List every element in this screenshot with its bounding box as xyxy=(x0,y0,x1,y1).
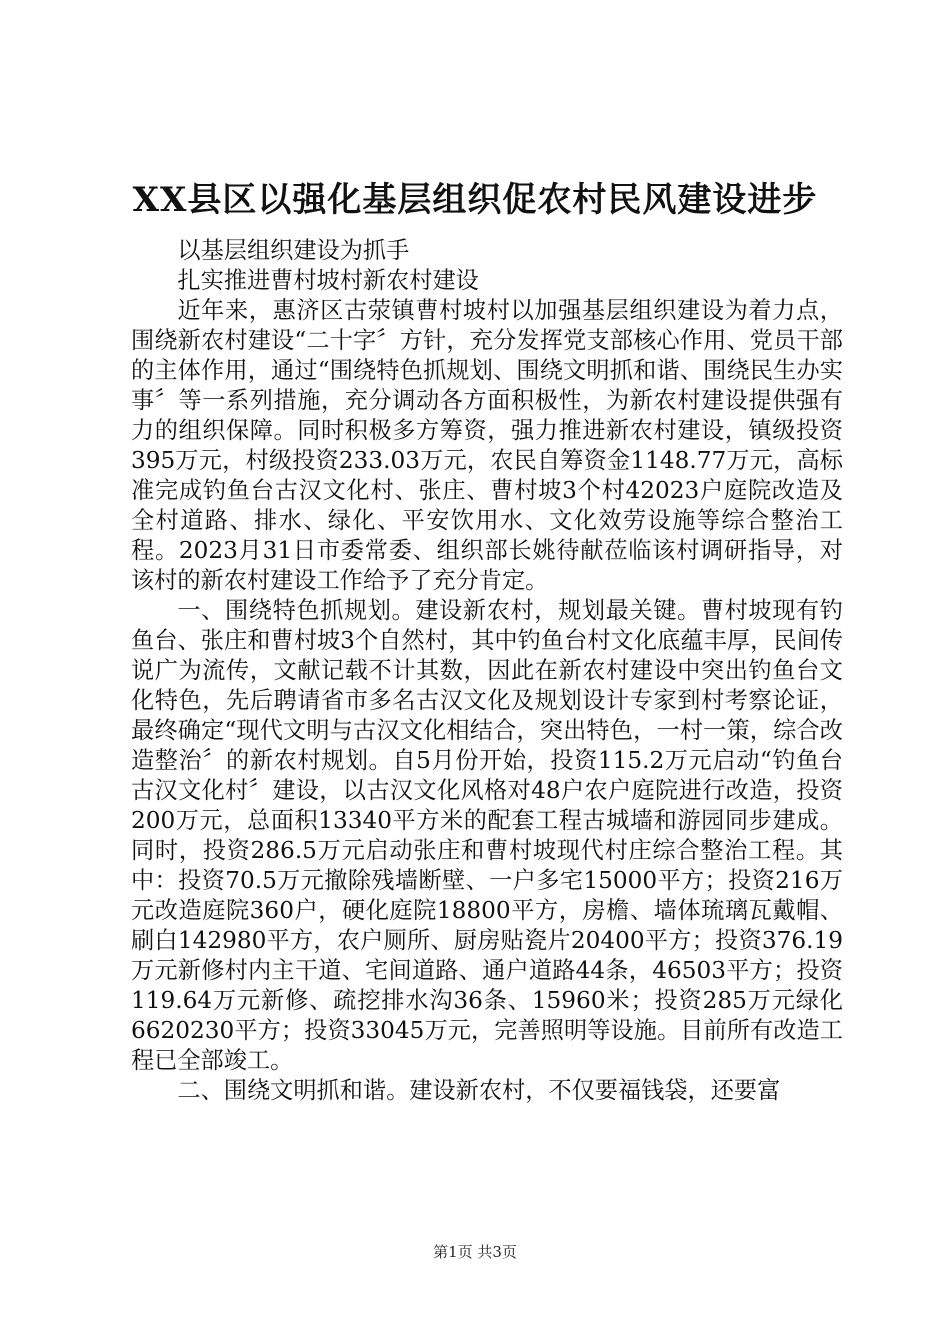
page-number-footer: 第1页 共3页 xyxy=(433,1243,517,1261)
paragraph-section-2: 二、围绕文明抓和谐。建设新农村，不仅要福钱袋，还要富 xyxy=(177,1077,781,1104)
paragraph-section-1: 一、围绕特色抓规划。建设新农村，规划最关键。曹村坡现有钓鱼台、张庄和曹村坡3个自然村，其中钓鱼台村文化底蕴丰厚，民间传说广为流传，文献记载不计其数，因此在新农村建设中突出钓鱼台文化特色，先后聘请省市多名古汉文化及规划设计专家到村考察论证，最终确定“现代文明与古汉文化相结合，突出特色，一村一策，综合改造整治〞的新农村规划。自5月份开始，投资115.2万元启动“钓鱼台古汉文化村〞建设，以古汉文化风格对48户农户庭院进行改造，投资200万元，总面积13340平方米的配套工程古城墙和游园同步建成。同时，投资286.5万元启动张庄和曹村坡现代村庄综合整治工程。其中：投资70.5万元撤除残墙断壁、一户多宅15000平方；投资216万元改造庭院360户，硬化庭院18800平方，房檐、墙体琉璃瓦戴帽、刷白142980平方，农户厕所、厨房贴瓷片20400平方；投资376.19万元新修村内主干道、宅间道路、通户道路44条，46503平方；投资119.64万元新修、疏挖排水沟36条、15960米；投资285万元绿化6620230平方；投资33045万元，完善照明等设施。目前所有改造工程已全部竣工。 xyxy=(131,597,843,1074)
subtitle-line-2: 扎实推进曹村坡村新农村建设 xyxy=(177,267,479,294)
document-body xyxy=(131,236,843,1106)
document-title: XX县区以强化基层组织促农村民风建设进步 xyxy=(132,180,818,220)
paragraph-intro: 近年来，惠济区古荥镇曹村坡村以加强基层组织建设为着力点，围绕新农村建设“二十字〞方针，充分发挥党支部核心作用、党员干部的主体作用，通过“围绕特色抓规划、围绕文明抓和谐、围绕民生办实事〞等一系列措施，充分调动各方面积极性，为新农村建设提供强有力的组织保障。同时积极多方筹资，强力推进新农村建设，镇级投资395万元，村级投资233.03万元，农民自筹资金1148.77万元，高标准完成钓鱼台古汉文化村、张庄、曹村坡3个村42023户庭院改造及全村道路、排水、绿化、平安饮用水、文化效劳设施等综合整治工程。2023月31日市委常委、组织部长姚待献莅临该村调研指导，对该村的新农村建设工作给予了充分肯定。 xyxy=(131,297,843,594)
subtitle-line-1: 以基层组织建设为抓手 xyxy=(177,237,410,264)
